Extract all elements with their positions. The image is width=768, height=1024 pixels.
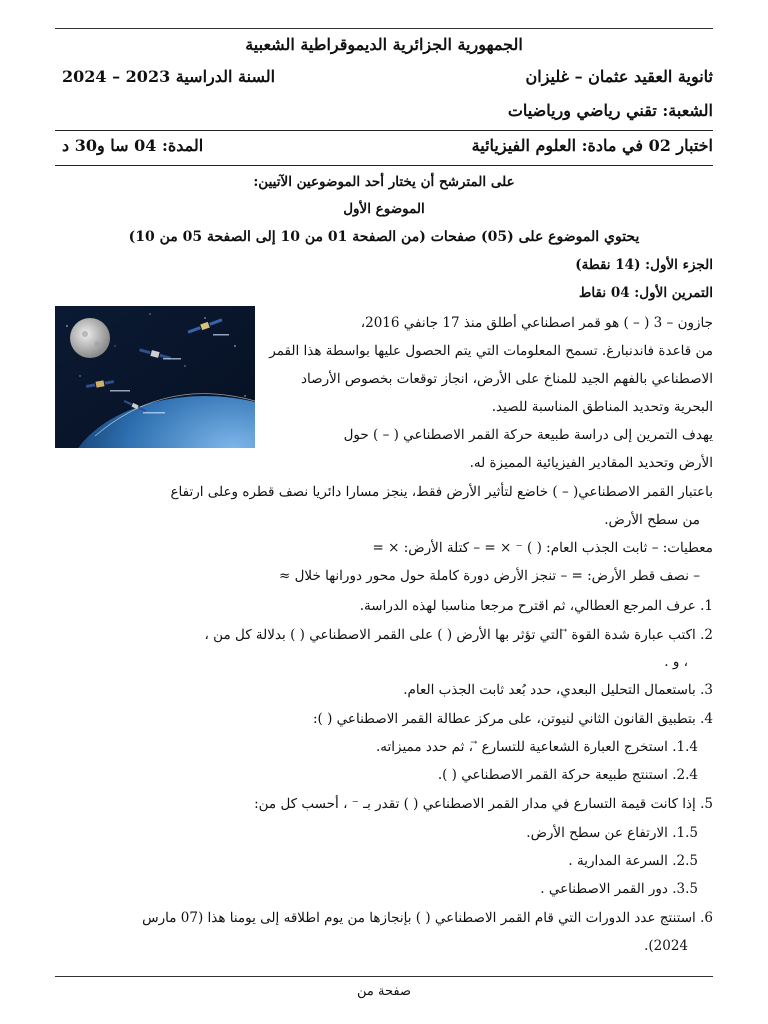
question-text: إذا كانت قيمة التسارع في مدار القمر الاصطناعي ( ) تقدر بـ ⁻ ، أحسب كل من: [254, 796, 696, 812]
question-text: اكتب عبارة شدة القوة ⃗ التي تؤثر بها الأرض ( ) على القمر الاصطناعي ( ) بدلالة كل من ، [204, 627, 696, 643]
question-6 [142, 909, 713, 927]
para1-line4: البحرية وتحديد المناطق المناسبة للصيد. [491, 399, 713, 415]
choose-instruction: على المترشح أن يختار أحد الموضوعين الآتيين: [253, 174, 515, 190]
question-text: 2024). [644, 938, 688, 954]
satellite-illustration [55, 306, 255, 448]
page-number: صفحة من [357, 984, 411, 999]
question-number: 2.4. [672, 767, 698, 783]
question-5-2 [568, 852, 698, 870]
question-number: 1.5. [672, 825, 698, 841]
question-5-1 [526, 824, 698, 842]
question-1 [360, 597, 713, 615]
para1-line2: من قاعدة فاندنبارغ. تسمح المعلومات التي يتم الحصول عليها بواسطة هذا القمر [269, 343, 713, 359]
question-number: 3. [700, 682, 713, 698]
question-text: الارتفاع عن سطح الأرض. [526, 825, 668, 841]
question-6-continued [644, 937, 688, 955]
subject-title: الموضوع الأول [343, 201, 425, 217]
question-3 [403, 681, 713, 699]
para3-line2: من سطح الأرض. [604, 512, 700, 528]
question-4-1 [376, 738, 698, 756]
question-text: ، و . [664, 654, 688, 670]
exercise-title: التمرين الأول: 04 نقاط [578, 285, 713, 301]
question-text: باستعمال التحليل البعدي، حدد بُعد ثابت الجذب العام. [403, 682, 696, 698]
branch: الشعبة: تقني رياضي ورياضيات [507, 101, 713, 120]
para3-line1: باعتبار القمر الاصطناعي( – ) خاضع لتأثير الأرض فقط، ينجز مسارا دائريا نصف قطره وعلى ارتفاع [170, 484, 713, 500]
exam-duration: المدة: 04 سا و30 د [62, 136, 204, 155]
question-number: 1.4. [672, 739, 698, 755]
top-rule [55, 28, 713, 29]
question-text: استنتج عدد الدورات التي قام القمر الاصطناعي ( ) بإنجازها من يوم اطلاقه إلى يومنا هذا (07 مارس [142, 910, 696, 926]
question-text: عرف المرجع العطالي، ثم اقترح مرجعا مناسبا لهذه الدراسة. [359, 598, 696, 614]
question-text: استنتج طبيعة حركة القمر الاصطناعي ( ). [437, 767, 668, 783]
question-4-2 [438, 766, 698, 784]
pages-note: يحتوي الموضوع على (05) صفحات (من الصفحة 01 من 10 إلى الصفحة 05 من 10) [128, 229, 640, 245]
question-text: دور القمر الاصطناعي . [540, 881, 668, 897]
question-number: 4. [700, 711, 713, 727]
question-text: استخرج العبارة الشعاعية للتسارع ⃗ ، ثم حدد مميزاته. [375, 739, 668, 755]
question-4 [313, 710, 713, 728]
question-number: 2. [700, 627, 713, 643]
question-2 [205, 626, 713, 644]
question-number: 3.5. [672, 881, 698, 897]
question-number: 1. [700, 598, 713, 614]
question-text: السرعة المدارية . [568, 853, 668, 869]
question-2-continued [664, 653, 688, 671]
para1-line1: جازون – 3 ( – ) هو قمر اصطناعي أطلق منذ 17 جانفي 2016، [360, 315, 713, 331]
republic-title: الجمهورية الجزائرية الديموقراطية الشعبية [245, 35, 523, 54]
question-text: بتطبيق القانون الثاني لنيوتن، على مركز عطالة القمر الاصطناعي ( ): [313, 711, 696, 727]
exam-subject: اختبار 02 في مادة: العلوم الفيزيائية [471, 136, 713, 155]
para1-line3: الاصطناعي بالفهم الجيد للمناخ على الأرض، انجاز توقعات بخصوص الأرصاد [301, 371, 713, 387]
para2-line1: يهدف التمرين إلى دراسة طبيعة حركة القمر الاصطناعي ( – ) حول [343, 427, 713, 443]
part-title: الجزء الأول: (14 نقطة) [575, 257, 713, 273]
question-number: 5. [700, 796, 713, 812]
data-line2: – نصف قطر الأرض: = – تنجز الأرض دورة كاملة حول محور دورانها خلال ≈ [278, 568, 700, 584]
bottom-rule [55, 976, 713, 977]
question-number: 2.5. [672, 853, 698, 869]
para2-line2: الأرض وتحديد المقادير الفيزيائية المميزة له. [469, 455, 713, 471]
question-5-3 [540, 880, 698, 898]
question-5 [254, 795, 713, 813]
school-year: السنة الدراسية 2023 – 2024 [62, 67, 276, 86]
data-line1: معطيات: – ثابت الجذب العام: ( ) ⁻ × = – كتلة الأرض: × = [372, 540, 713, 556]
school-name: ثانوية العقيد عثمان – غليزان [525, 67, 713, 86]
question-number: 6. [700, 910, 713, 926]
